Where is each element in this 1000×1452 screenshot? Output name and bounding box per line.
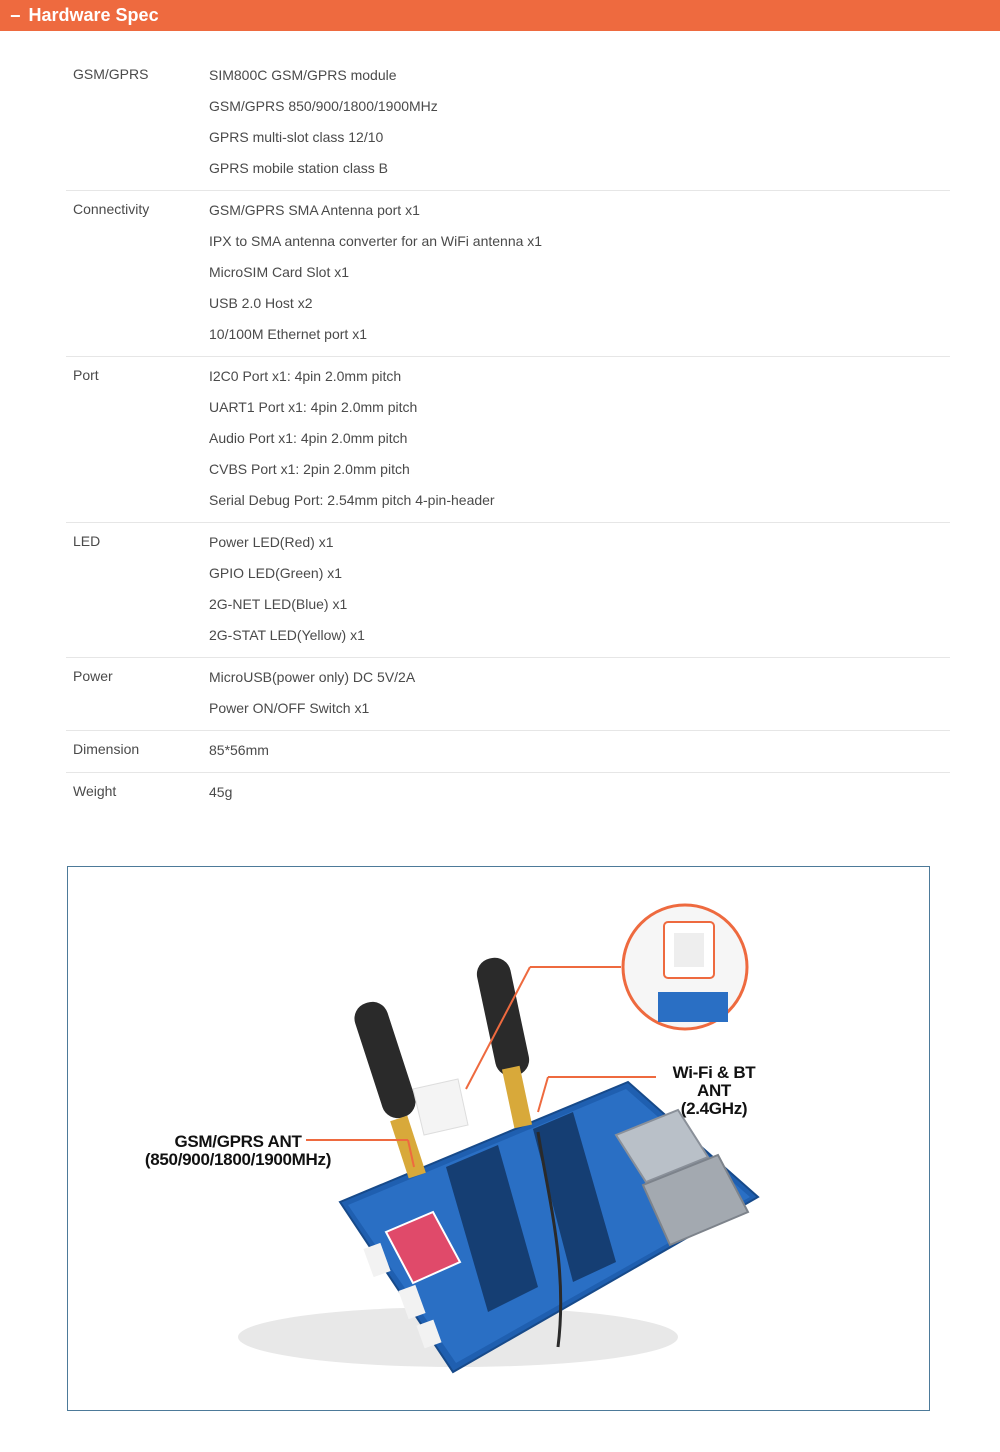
spec-values: [209, 357, 950, 523]
product-figure: [67, 866, 930, 1411]
spec-value: MicroSIM Card Slot x1: [209, 264, 350, 280]
spec-row: [66, 731, 950, 773]
wifi-callout-line2: (2.4GHz): [680, 1099, 748, 1118]
spec-value: 10/100M Ethernet port x1: [209, 326, 367, 342]
spec-row: [66, 56, 950, 191]
spec-key: Dimension: [66, 731, 209, 773]
spec-value: GPRS multi-slot class 12/10: [209, 129, 384, 145]
spec-value: 85*56mm: [209, 742, 269, 758]
section-title: Hardware Spec: [28, 5, 159, 25]
spec-value: SIM800C GSM/GPRS module: [209, 67, 397, 83]
spec-row: [66, 658, 950, 731]
spec-values: [209, 658, 950, 731]
gsm-antenna-callout: [138, 1133, 338, 1169]
spec-value: GSM/GPRS SMA Antenna port x1: [209, 202, 420, 218]
spec-values: [209, 56, 950, 191]
spec-value: I2C0 Port x1: 4pin 2.0mm pitch: [209, 368, 402, 384]
spec-value: 2G-NET LED(Blue) x1: [209, 596, 348, 612]
spec-value: Power ON/OFF Switch x1: [209, 700, 370, 716]
spec-value: GPRS mobile station class B: [209, 160, 388, 176]
spec-value: Power LED(Red) x1: [209, 534, 334, 550]
spec-value: UART1 Port x1: 4pin 2.0mm pitch: [209, 399, 418, 415]
spec-values: [209, 731, 950, 773]
spec-values: [209, 191, 950, 357]
spec-key: Connectivity: [66, 191, 209, 357]
spec-value: 2G-STAT LED(Yellow) x1: [209, 627, 365, 643]
spec-row: [66, 191, 950, 357]
wifi-antenna-callout: [654, 1064, 774, 1118]
spec-value: GPIO LED(Green) x1: [209, 565, 343, 581]
spec-value: CVBS Port x1: 2pin 2.0mm pitch: [209, 461, 410, 477]
spec-value: MicroUSB(power only) DC 5V/2A: [209, 669, 416, 685]
gsm-callout-line2: (850/900/1800/1900MHz): [144, 1150, 332, 1169]
spec-value: IPX to SMA antenna converter for an WiFi antenna x1: [209, 233, 543, 249]
spec-value: GSM/GPRS 850/900/1800/1900MHz: [209, 98, 438, 114]
spec-value: USB 2.0 Host x2: [209, 295, 313, 311]
wifi-callout-line1: Wi-Fi & BT ANT: [672, 1063, 756, 1100]
spec-row: [66, 523, 950, 658]
spec-values: [209, 523, 950, 658]
gsm-callout-line1: GSM/GPRS ANT: [174, 1132, 302, 1151]
spec-key: GSM/GPRS: [66, 56, 209, 191]
spec-table: [66, 56, 950, 814]
spec-value: Audio Port x1: 4pin 2.0mm pitch: [209, 430, 408, 446]
spec-value: Serial Debug Port: 2.54mm pitch 4-pin-header: [209, 492, 495, 508]
spec-key: Weight: [73, 783, 117, 799]
spec-key: Port: [66, 357, 209, 523]
section-header[interactable]: [0, 0, 1000, 31]
spec-key: Power: [66, 658, 209, 731]
spec-values: [209, 773, 950, 815]
collapse-icon[interactable]: −: [10, 5, 21, 26]
spec-row: [66, 357, 950, 523]
spec-row: [66, 773, 950, 815]
spec-key: LED: [66, 523, 209, 658]
spec-value: 45g: [209, 784, 233, 800]
